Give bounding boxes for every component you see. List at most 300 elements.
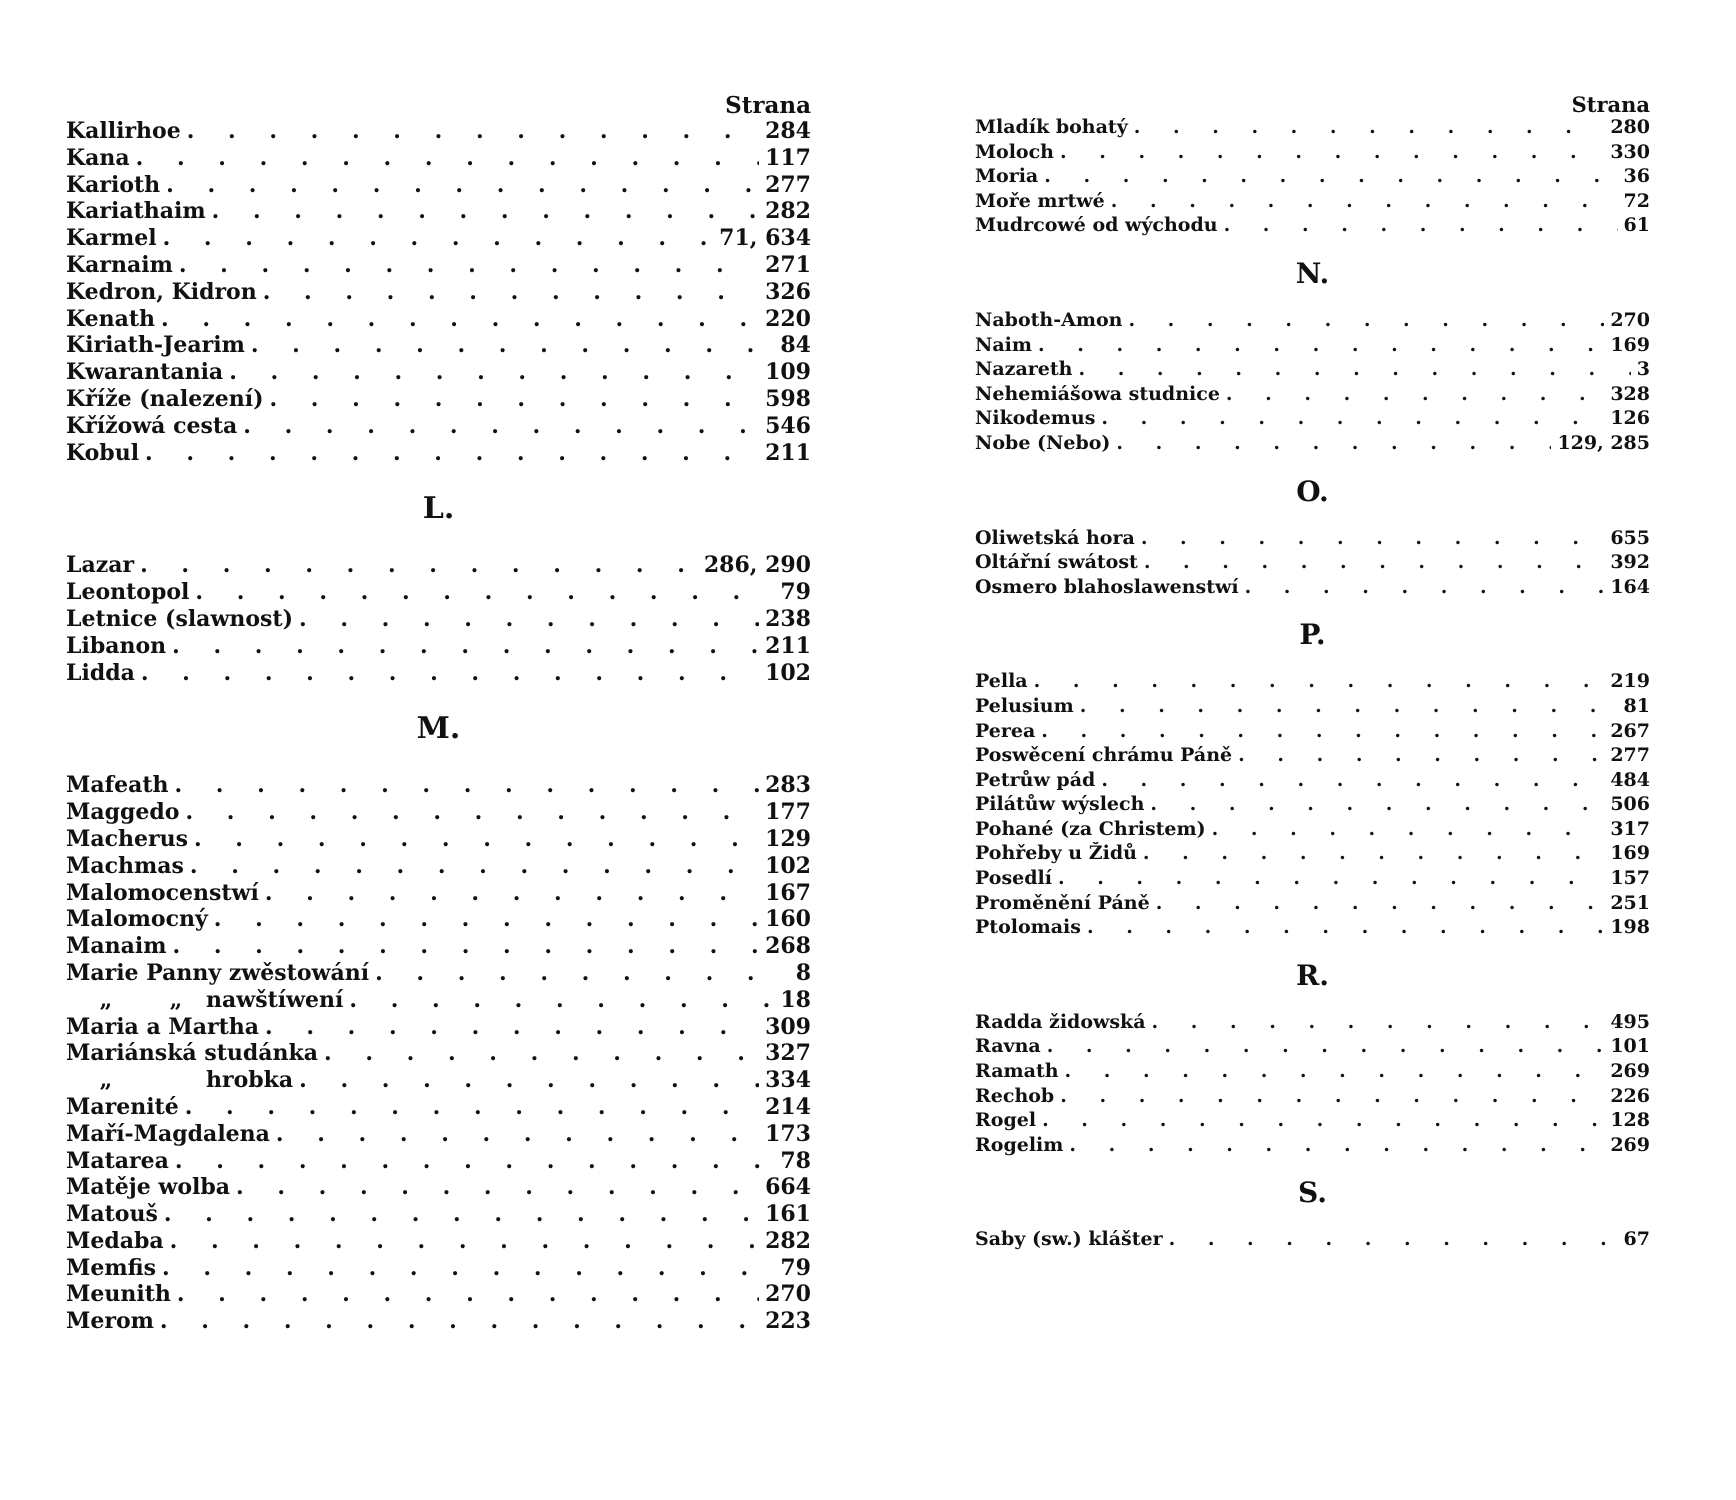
entry-name: Pella [975, 670, 1028, 693]
entry-name: Letnice (slawnost) [66, 605, 294, 632]
entry-pages: 157 [1610, 867, 1650, 890]
dot-leader [1141, 527, 1605, 549]
dot-leader [160, 1308, 759, 1334]
index-entry [975, 432, 1650, 457]
index-entry [975, 1011, 1650, 1036]
index-entry [975, 842, 1650, 867]
entry-pages: 655 [1610, 526, 1650, 549]
index-entry [66, 1174, 811, 1201]
entry-name: Kwarantania [66, 359, 224, 386]
entry-pages: 282 [765, 1227, 811, 1254]
entry-name: Machmas [66, 852, 184, 879]
index-entry [66, 359, 811, 386]
entry-name: Ramath [975, 1060, 1059, 1083]
entry-name: Kobul [66, 439, 140, 466]
entry-name: Pohané (za Christem) [975, 817, 1206, 840]
entry-name: Oliwetská hora [975, 526, 1135, 549]
left-page [66, 92, 811, 1335]
entry-pages: 334 [765, 1067, 811, 1094]
entry-pages: 79 [780, 1254, 811, 1281]
dot-leader [349, 987, 774, 1013]
index-entry [66, 987, 811, 1014]
entry-pages: 214 [765, 1093, 811, 1120]
index-entry [975, 1134, 1650, 1159]
entry-name: Malomocný [66, 906, 208, 933]
index-entry [66, 853, 811, 880]
entry-name: Moře mrtwé [975, 189, 1105, 212]
dot-leader [251, 332, 775, 358]
dot-leader [173, 933, 760, 959]
entry-pages: 129 [765, 825, 811, 852]
entry-name: Nobe (Nebo) [975, 431, 1111, 454]
entry-name: Mladík bohatý [975, 116, 1128, 138]
section-heading-p: P. [1299, 618, 1326, 652]
index-section [975, 670, 1650, 941]
entry-name: Kiriath-Jearim [66, 332, 245, 359]
entry-name: Matěje wolba [66, 1174, 230, 1201]
right-page [975, 92, 1650, 1253]
dot-leader [141, 660, 759, 686]
index-entry [66, 960, 811, 987]
dot-leader [263, 279, 759, 305]
index-section [975, 116, 1650, 239]
entry-name: Křížowá cesta [66, 412, 238, 439]
entry-name: Mudrcowé od wýchodu [975, 214, 1218, 237]
dot-leader [179, 252, 759, 278]
entry-pages: 101 [1610, 1035, 1650, 1058]
dot-leader [190, 853, 759, 879]
section-heading-r: R. [1295, 958, 1330, 992]
index-entry [66, 1067, 811, 1094]
index-entry [975, 818, 1650, 843]
dot-leader [214, 906, 759, 932]
entry-pages: 317 [1610, 817, 1650, 840]
entry-name: Pilátůw wýslech [975, 793, 1145, 816]
dot-leader [1128, 309, 1604, 331]
dot-leader [265, 880, 759, 906]
entry-name: Moria [975, 165, 1039, 188]
index-entry [66, 252, 811, 279]
entry-name: Kenath [66, 305, 156, 332]
ditto-mark: „ [99, 986, 113, 1013]
entry-name: Saby (sw.) klášter [975, 1228, 1163, 1251]
entry-name: nawštíwení [206, 986, 344, 1013]
entry-pages: 61 [1623, 214, 1650, 237]
dot-leader [265, 1014, 759, 1040]
index-entry [975, 190, 1650, 215]
dot-leader [1080, 695, 1618, 717]
entry-name: Karmel [66, 225, 157, 252]
entry-pages: 506 [1610, 793, 1650, 816]
dot-leader [299, 606, 759, 632]
index-entry [66, 1255, 811, 1282]
entry-pages: 8 [795, 959, 811, 986]
dot-leader [1047, 1035, 1605, 1057]
dot-leader [1087, 916, 1604, 938]
entry-name: Rechob [975, 1084, 1055, 1107]
dot-leader [145, 440, 759, 466]
entry-pages: 330 [1610, 140, 1650, 163]
ditto-mark: „ [99, 1067, 113, 1094]
dot-leader [1144, 551, 1605, 573]
entry-name: Maggedo [66, 799, 180, 826]
entry-pages: 223 [765, 1308, 811, 1335]
index-entry [975, 309, 1650, 334]
entry-pages: 277 [1610, 744, 1650, 767]
dot-leader [1038, 334, 1604, 356]
index-entry [975, 141, 1650, 166]
entry-pages: 128 [1610, 1109, 1650, 1132]
dot-leader [1034, 670, 1605, 692]
dot-leader [269, 386, 759, 412]
entry-name: Posedlí [975, 867, 1052, 890]
dot-leader [1060, 141, 1604, 163]
entry-pages: 326 [765, 278, 811, 305]
index-entry [66, 552, 811, 579]
index-entry [975, 1060, 1650, 1085]
entry-name: Pelusium [975, 694, 1074, 717]
dot-leader [162, 1255, 774, 1281]
entry-name: Poswěcení chrámu Páně [975, 744, 1233, 767]
dot-leader [1212, 818, 1605, 840]
dot-leader [1042, 1109, 1604, 1131]
entry-pages: 198 [1610, 916, 1650, 939]
entry-pages: 280 [1610, 116, 1650, 138]
dot-leader [175, 1148, 775, 1174]
index-entry [66, 880, 811, 907]
index-section [66, 772, 811, 1335]
entry-pages: 664 [765, 1174, 811, 1201]
index-entry [66, 413, 811, 440]
entry-name: Merom [66, 1308, 154, 1335]
entry-name: Meunith [66, 1281, 171, 1308]
dot-leader [185, 799, 759, 825]
index-entry [975, 720, 1650, 745]
entry-name: Rogel [975, 1109, 1037, 1132]
entry-pages: 177 [765, 799, 811, 826]
entry-name: Radda židowská [975, 1010, 1146, 1033]
dot-leader [172, 633, 759, 659]
index-entry [975, 916, 1650, 941]
dot-leader [1069, 1134, 1604, 1156]
entry-pages: 18 [780, 986, 811, 1013]
entry-name: Malomocenstwí [66, 879, 259, 906]
entry-name: Marie Panny zwěstowání [66, 959, 370, 986]
index-entry [66, 1014, 811, 1041]
entry-name: Memfis [66, 1254, 157, 1281]
dot-leader [195, 579, 774, 605]
entry-pages: 277 [765, 171, 811, 198]
entry-name: Proměnění Páně [975, 891, 1150, 914]
entry-pages: 238 [765, 605, 811, 632]
entry-pages: 309 [765, 1013, 811, 1040]
index-entry [66, 332, 811, 359]
entry-name: Matarea [66, 1147, 169, 1174]
index-section [975, 309, 1650, 457]
index-entry [975, 1228, 1650, 1253]
entry-pages: 268 [765, 933, 811, 960]
ditto-spacer [146, 1067, 206, 1093]
entry-pages: 219 [1610, 670, 1650, 693]
entry-pages: 226 [1610, 1084, 1650, 1107]
dot-leader [177, 1281, 759, 1307]
index-entry [975, 214, 1650, 239]
entry-name: Mafeath [66, 772, 169, 799]
index-entry [975, 551, 1650, 576]
index-entry [975, 165, 1650, 190]
index-section [975, 527, 1650, 601]
entry-pages: 173 [765, 1120, 811, 1147]
dot-leader [1150, 793, 1604, 815]
entry-pages: 598 [765, 385, 811, 412]
dot-leader [1044, 165, 1617, 187]
section-heading-m: M. [416, 711, 461, 747]
index-entry [975, 695, 1650, 720]
index-entry [66, 306, 811, 333]
dot-leader [1156, 892, 1605, 914]
entry-pages: 267 [1610, 719, 1650, 742]
entry-pages: 167 [765, 879, 811, 906]
index-entry [66, 826, 811, 853]
entry-pages: 102 [765, 852, 811, 879]
entry-pages: 546 [765, 412, 811, 439]
entry-name: Osmero blahoslawenstwí [975, 575, 1239, 598]
section-heading-s: S. [1298, 1176, 1327, 1210]
index-entry [66, 1121, 811, 1148]
dot-leader [236, 1174, 759, 1200]
entry-pages: 78 [780, 1147, 811, 1174]
index-entry [66, 579, 811, 606]
section-heading-l: L. [422, 491, 455, 527]
entry-name: Karioth [66, 171, 161, 198]
dot-leader [1224, 214, 1618, 236]
index-entry [66, 118, 811, 145]
page-column-header: Strana [1571, 92, 1650, 117]
index-entry [66, 772, 811, 799]
index-entry [66, 1040, 811, 1067]
index-entry [66, 1148, 811, 1175]
dot-leader [1134, 116, 1605, 138]
dot-leader [166, 172, 759, 198]
dot-leader [375, 960, 790, 986]
entry-pages: 269 [1610, 1060, 1650, 1083]
entry-name: Kříže (nalezení) [66, 385, 264, 412]
dot-leader [243, 413, 759, 439]
entry-name: Perea [975, 719, 1036, 742]
entry-name: Pohřeby u Židů [975, 842, 1137, 865]
dot-leader [1101, 769, 1604, 791]
index-entry [66, 279, 811, 306]
entry-pages: 109 [765, 359, 811, 386]
index-entry [975, 892, 1650, 917]
entry-pages: 484 [1610, 768, 1650, 791]
dot-leader [1169, 1228, 1618, 1250]
dot-leader [324, 1040, 759, 1066]
index-entry [975, 1109, 1650, 1134]
entry-pages: 282 [765, 198, 811, 225]
index-entry [975, 769, 1650, 794]
entry-pages: 102 [765, 659, 811, 686]
entry-name: Naboth-Amon [975, 308, 1123, 331]
entry-pages: 164 [1610, 575, 1650, 598]
entry-pages: 67 [1623, 1228, 1650, 1251]
entry-pages: 271 [765, 251, 811, 278]
entry-name: Macherus [66, 825, 188, 852]
dot-leader [194, 826, 759, 852]
entry-pages: 328 [1610, 382, 1650, 405]
entry-pages: 392 [1610, 551, 1650, 574]
dot-leader [1245, 576, 1605, 598]
index-entry [66, 386, 811, 413]
dot-leader [1078, 358, 1630, 380]
dot-leader [187, 118, 759, 144]
index-entry [66, 145, 811, 172]
entry-name: Ravna [975, 1035, 1041, 1058]
index-entry [66, 198, 811, 225]
index-entry [66, 440, 811, 467]
entry-name: Mariánská studánka [66, 1040, 319, 1067]
index-entry [975, 527, 1650, 552]
entry-name: Kedron, Kidron [66, 278, 257, 305]
index-entry [975, 1085, 1650, 1110]
entry-pages: 269 [1610, 1133, 1650, 1156]
entry-pages: 161 [765, 1201, 811, 1228]
index-entry [66, 1308, 811, 1335]
dot-leader [163, 225, 714, 251]
entry-name: Nikodemus [975, 407, 1096, 430]
index-entry [975, 383, 1650, 408]
dot-leader [1060, 1085, 1604, 1107]
entry-name: hrobka [206, 1067, 294, 1094]
entry-name: Leontopol [66, 579, 190, 606]
dot-leader [164, 1201, 759, 1227]
entry-pages: 169 [1610, 333, 1650, 356]
entry-pages: 220 [765, 305, 811, 332]
dot-leader [1101, 407, 1604, 429]
index-entry [66, 906, 811, 933]
index-entry [975, 116, 1650, 141]
entry-name: Maří-Magdalena [66, 1120, 270, 1147]
entry-name: Maria a Martha [66, 1013, 259, 1040]
entry-pages: 79 [780, 579, 811, 606]
index-section [66, 552, 811, 686]
page-column-header: Strana [725, 92, 811, 119]
entry-name-group [66, 1067, 293, 1093]
entry-name: Lidda [66, 659, 135, 686]
entry-pages: 3 [1636, 358, 1650, 381]
entry-name: Oltářní swátost [975, 551, 1138, 574]
index-entry [975, 867, 1650, 892]
entry-name: Kariathaim [66, 198, 206, 225]
entry-pages: 284 [765, 118, 811, 144]
index-entry [66, 1094, 811, 1121]
entry-name: Libanon [66, 632, 167, 659]
dot-leader [1065, 1060, 1605, 1082]
entry-pages: 495 [1610, 1010, 1650, 1033]
entry-name: Karnaim [66, 251, 173, 278]
entry-name: Ptolomais [975, 916, 1081, 939]
entry-name: Rogelim [975, 1133, 1064, 1156]
dot-leader [1041, 720, 1604, 742]
index-entry [975, 576, 1650, 601]
dot-leader [1152, 1011, 1605, 1033]
dot-leader [161, 306, 759, 332]
dot-leader [170, 1228, 759, 1254]
dot-leader [299, 1067, 759, 1093]
dot-leader [1116, 432, 1551, 454]
entry-name: Manaim [66, 933, 167, 960]
dot-leader [140, 552, 698, 578]
entry-pages: 283 [765, 772, 811, 799]
entry-name: Marenité [66, 1093, 179, 1120]
dot-leader [1111, 190, 1618, 212]
entry-name: Medaba [66, 1227, 164, 1254]
entry-name: Moloch [975, 140, 1054, 163]
entry-name: Petrůw pád [975, 768, 1096, 791]
entry-pages: 84 [780, 332, 811, 359]
entry-pages: 81 [1623, 694, 1650, 717]
dot-leader [185, 1094, 759, 1120]
section-heading-n: N. [1295, 256, 1330, 290]
entry-pages: 129, 285 [1557, 431, 1650, 454]
index-entry [66, 633, 811, 660]
index-entry [66, 660, 811, 687]
index-entry [66, 172, 811, 199]
index-entry [66, 1228, 811, 1255]
index-entry [66, 1201, 811, 1228]
entry-pages: 211 [765, 632, 811, 659]
index-entry [975, 793, 1650, 818]
dot-leader [136, 145, 759, 171]
entry-name: Nehemiášowa studnice [975, 382, 1220, 405]
index-section [975, 1011, 1650, 1159]
entry-name: Nazareth [975, 358, 1073, 381]
dot-leader [1226, 383, 1604, 405]
section-heading-o: O. [1296, 474, 1329, 508]
entry-name: Kana [66, 144, 130, 171]
entry-pages: 270 [1610, 308, 1650, 331]
entry-pages: 270 [765, 1281, 811, 1308]
entry-pages: 251 [1610, 891, 1650, 914]
index-entry [66, 1281, 811, 1308]
dot-leader [229, 359, 759, 385]
index-entry [975, 358, 1650, 383]
index-entry [975, 407, 1650, 432]
entry-pages: 36 [1623, 165, 1650, 188]
index-entry [66, 933, 811, 960]
index-entry [975, 1035, 1650, 1060]
entry-name: Naim [975, 333, 1032, 356]
entry-pages: 211 [765, 439, 811, 466]
index-entry [66, 606, 811, 633]
entry-pages: 126 [1610, 407, 1650, 430]
entry-name: Kallirhoe [66, 118, 181, 144]
dot-leader [1143, 842, 1604, 864]
entry-pages: 117 [765, 144, 811, 171]
index-entry [66, 799, 811, 826]
entry-pages: 71, 634 [719, 225, 811, 252]
entry-pages: 72 [1623, 189, 1650, 212]
dot-leader [174, 772, 759, 798]
entry-name: Lazar [66, 552, 135, 579]
dot-leader [212, 198, 759, 224]
index-entry [66, 225, 811, 252]
entry-pages: 327 [765, 1040, 811, 1067]
entry-name-group [66, 987, 343, 1013]
dot-leader [1238, 744, 1604, 766]
entry-name: Matouš [66, 1201, 158, 1228]
index-entry [975, 670, 1650, 695]
